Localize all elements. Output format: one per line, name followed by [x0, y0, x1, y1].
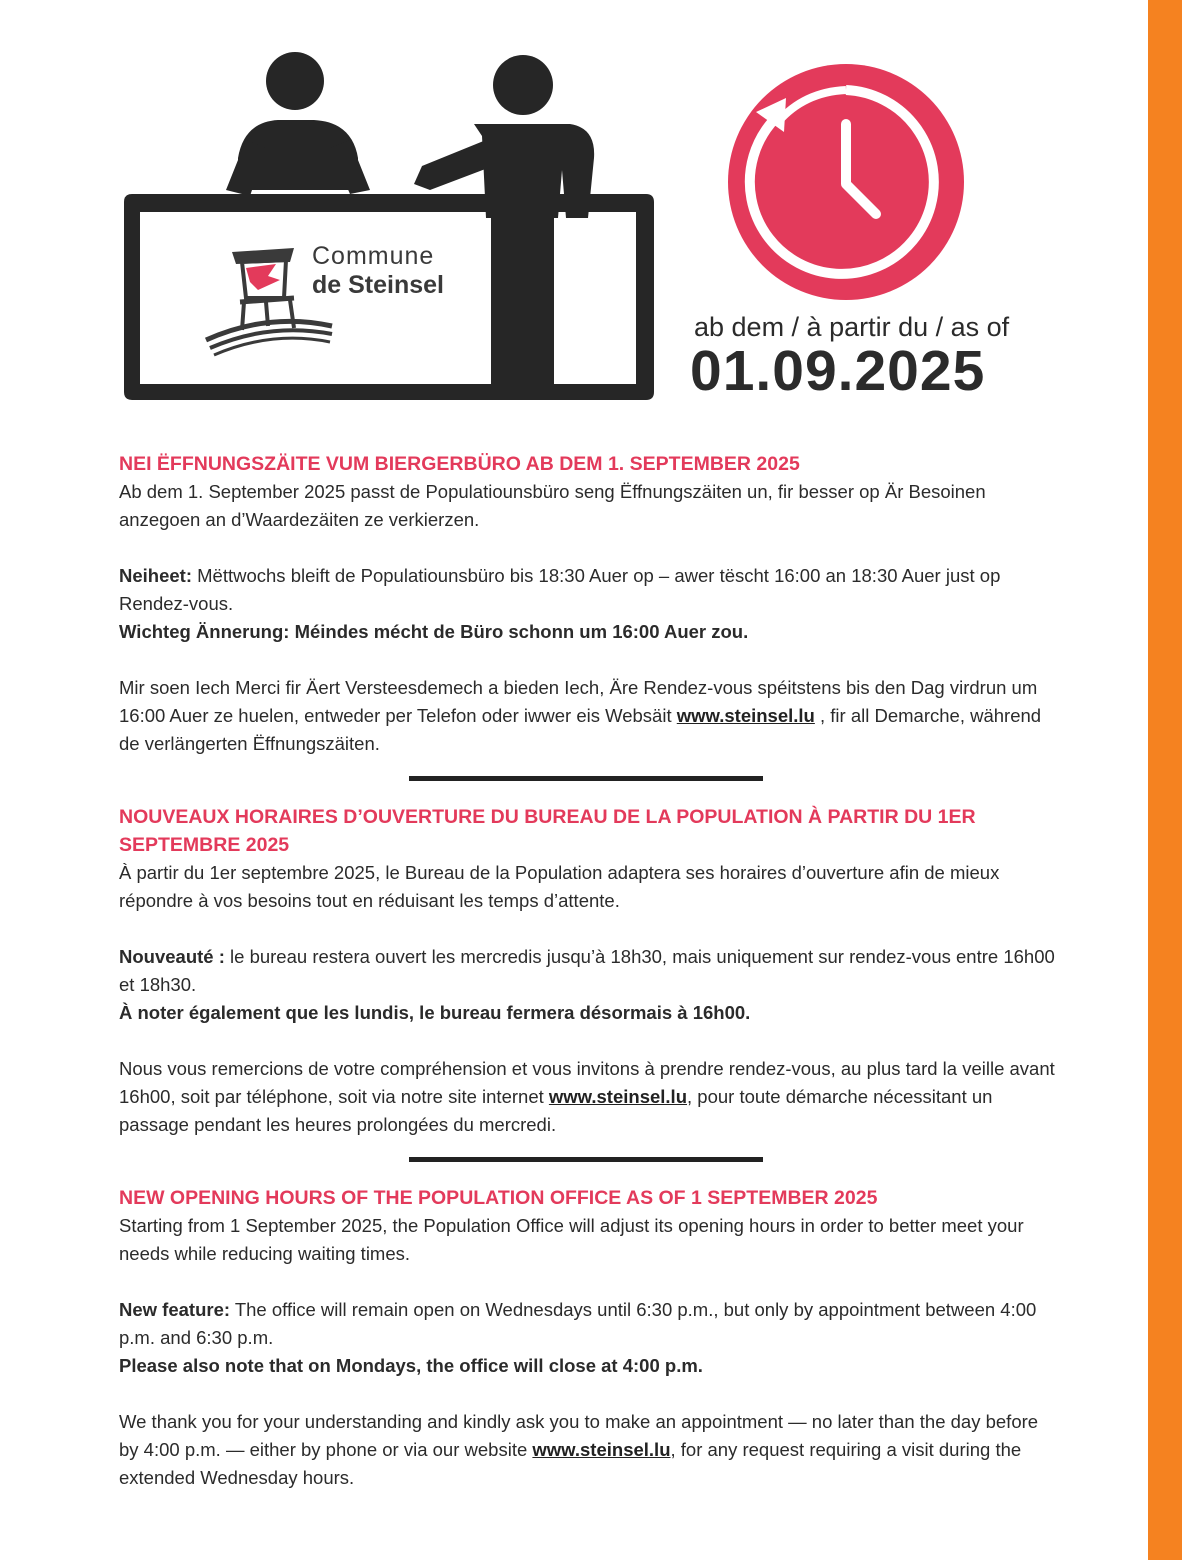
important-note: Wichteg Ännerung: Méindes mécht de Büro schonn um 16:00 Auer zou. [119, 621, 749, 642]
side-accent-bar [1148, 0, 1182, 1560]
logo-line-1: Commune [312, 242, 435, 270]
closing-text: We thank you for your understanding and kindly ask you to make an appointment — no later than the day before by 4:00 p.m. — either by phone or via our website [119, 1411, 1039, 1460]
closing-text-end: , for any request requiring a visit during the extended Wednesday hours. [119, 1439, 1022, 1488]
section-intro: Starting from 1 September 2025, the Population Office will adjust its opening hours in order to better meet your needs while reducing waiting times. [119, 1215, 1024, 1264]
effective-date: 01.09.2025 [690, 339, 986, 403]
closing-text-end: , fir all Demarche, während de verlängerten Ëffnungszäiten. [119, 705, 1042, 754]
section-french [119, 803, 1059, 1139]
feature-text: Mëttwochs bleift de Populatiounsbüro bis 18:30 Auer op – awer tëscht 16:00 an 18:30 Auer just op Rendez-vous. [119, 565, 1001, 614]
feature-label: New feature: [119, 1299, 231, 1320]
website-link[interactable]: www.steinsel.lu [532, 1439, 671, 1460]
feature-paragraph [119, 562, 1059, 618]
as-of-label: ab dem / à partir du / as of [694, 312, 1010, 342]
logo-line-2: de Steinsel [312, 271, 444, 299]
announcement-body [119, 450, 1059, 1492]
section-heading: NEW OPENING HOURS OF THE POPULATION OFFICE AS OF 1 SEPTEMBER 2025 [119, 1187, 878, 1209]
section-divider [409, 776, 763, 781]
feature-text: le bureau restera ouvert les mercredis jusqu’à 18h30, mais uniquement sur rendez-vous entre 16h00 et 18h30. [119, 946, 1055, 995]
closing-text: Nous vous remercions de votre compréhension et vous invitons à prendre rendez-vous, au plus tard la veille avant 16h00, soit par téléphone, soit via notre site internet [119, 1058, 1055, 1107]
section-heading: NOUVEAUX HORAIRES D’OUVERTURE DU BUREAU DE LA POPULATION À PARTIR DU 1ER SEPTEMBRE 2025 [119, 806, 976, 856]
feature-text: The office will remain open on Wednesdays until 6:30 p.m., but only by appointment between 4:00 p.m. and 6:30 p.m. [119, 1299, 1037, 1348]
website-link[interactable]: www.steinsel.lu [548, 1086, 687, 1107]
feature-paragraph [119, 1296, 1059, 1352]
closing-paragraph [119, 1408, 1059, 1492]
feature-paragraph [119, 943, 1059, 999]
section-luxembourgish [119, 450, 1059, 758]
reception-desk-icon [118, 40, 678, 410]
important-note: Please also note that on Mondays, the office will close at 4:00 p.m. [119, 1355, 703, 1376]
closing-text: Mir soen Iech Merci fir Äert Versteesdemech a bieden Iech, Äre Rendez-vous spéitstens bis den Dag virdrun um 16:00 Auer ze huelen, entweder per Telefon oder iwwer eis Websäit [119, 677, 1038, 726]
section-intro: Ab dem 1. September 2025 passt de Populatiounsbüro seng Ëffnungszäiten un, fir besser op Är Besoinen anzegoen an d’Waardezäiten ze verkierzen. [119, 481, 986, 530]
important-note: À noter également que les lundis, le bureau fermera désormais à 16h00. [119, 1002, 751, 1023]
closing-paragraph [119, 1055, 1059, 1139]
section-heading: NEI ËFFNUNGSZÄITE VUM BIERGERBÜRO AB DEM 1. SEPTEMBER 2025 [119, 453, 800, 475]
section-english [119, 1184, 1059, 1492]
section-intro: À partir du 1er septembre 2025, le Bureau de la Population adaptera ses horaires d’ouverture afin de mieux répondre à vos besoins tout en réduisant les temps d’attente. [119, 862, 1000, 911]
section-divider [409, 1157, 763, 1162]
feature-label: Nouveauté : [119, 946, 225, 967]
clock-icon [726, 62, 966, 302]
commune-logo-text [312, 242, 444, 300]
closing-text-end: , pour toute démarche nécessitant un passage pendant les heures prolongées du mercredi. [119, 1086, 993, 1135]
closing-paragraph [119, 674, 1059, 758]
feature-label: Neiheet: [119, 565, 192, 586]
website-link[interactable]: www.steinsel.lu [676, 705, 815, 726]
